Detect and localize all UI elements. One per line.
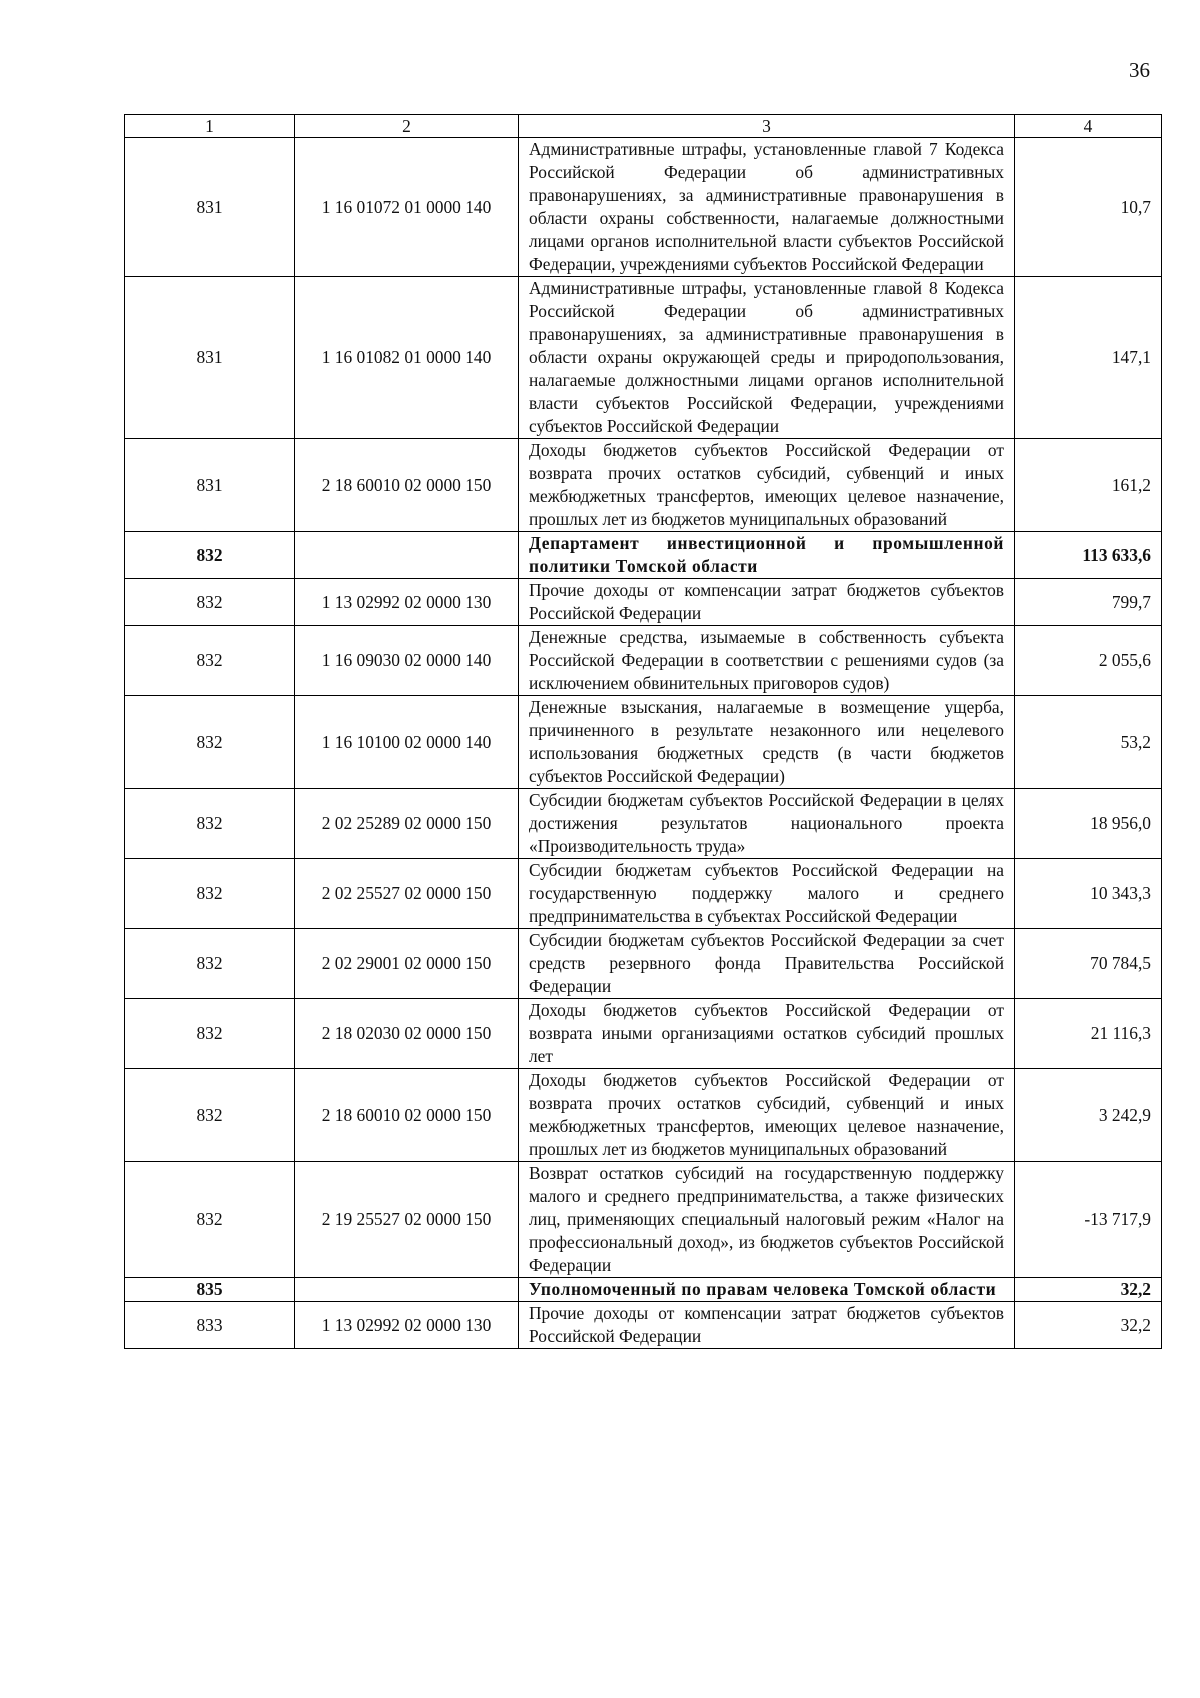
- amount-cell: 113 633,6: [1015, 532, 1162, 579]
- table-row: [125, 138, 1162, 277]
- table-row: [125, 696, 1162, 789]
- table-row: [125, 929, 1162, 999]
- table-row: [125, 1069, 1162, 1162]
- budget-code-cell: 2 18 60010 02 0000 150: [295, 1069, 519, 1162]
- column-header-3: 3: [519, 115, 1015, 138]
- table-row: [125, 579, 1162, 626]
- admin-code-cell: 832: [125, 999, 295, 1069]
- admin-code-cell: 833: [125, 1302, 295, 1349]
- amount-cell: 70 784,5: [1015, 929, 1162, 999]
- column-header-1: 1: [125, 115, 295, 138]
- budget-code-cell: [295, 1278, 519, 1302]
- table-row: [125, 859, 1162, 929]
- table-row: [125, 626, 1162, 696]
- amount-cell: 161,2: [1015, 439, 1162, 532]
- amount-cell: 18 956,0: [1015, 789, 1162, 859]
- revenue-table: [124, 114, 1162, 1349]
- amount-cell: 10,7: [1015, 138, 1162, 277]
- column-header-2: 2: [295, 115, 519, 138]
- amount-cell: 799,7: [1015, 579, 1162, 626]
- table-row: [125, 277, 1162, 439]
- revenue-name-cell: Департамент инвестиционной и промышленной политики Томской области: [519, 532, 1015, 579]
- amount-cell: 32,2: [1015, 1302, 1162, 1349]
- admin-code-cell: 832: [125, 626, 295, 696]
- admin-code-cell: 832: [125, 696, 295, 789]
- amount-cell: 53,2: [1015, 696, 1162, 789]
- revenue-name-cell: Денежные взыскания, налагаемые в возмещение ущерба, причиненного в результате незаконного или нецелевого использования бюджетных средств (в части бюджетов субъектов Российской Федерации): [519, 696, 1015, 789]
- table-body: [125, 138, 1162, 1349]
- amount-cell: 2 055,6: [1015, 626, 1162, 696]
- table-row: [125, 439, 1162, 532]
- table-row: [125, 1302, 1162, 1349]
- revenue-name-cell: Денежные средства, изымаемые в собственность субъекта Российской Федерации в соответствии с решениями судов (за исключением обвинительных приговоров судов): [519, 626, 1015, 696]
- table-row: [125, 999, 1162, 1069]
- budget-code-cell: 2 18 02030 02 0000 150: [295, 999, 519, 1069]
- budget-code-cell: 1 13 02992 02 0000 130: [295, 579, 519, 626]
- revenue-name-cell: Административные штрафы, установленные главой 7 Кодекса Российской Федерации об административных правонарушениях, за административные правонарушения в области охраны собственности, налагаемые должностными лицами органов исполнительной власти субъектов Российской Федерации, учреждениями субъектов Российской Федерации: [519, 138, 1015, 277]
- table-row: [125, 532, 1162, 579]
- admin-code-cell: 831: [125, 277, 295, 439]
- budget-code-cell: 2 02 25527 02 0000 150: [295, 859, 519, 929]
- admin-code-cell: 832: [125, 579, 295, 626]
- budget-code-cell: 1 16 01072 01 0000 140: [295, 138, 519, 277]
- table-header-row: [125, 115, 1162, 138]
- column-header-4: 4: [1015, 115, 1162, 138]
- budget-code-cell: [295, 532, 519, 579]
- revenue-name-cell: Субсидии бюджетам субъектов Российской Федерации на государственную поддержку малого и среднего предпринимательства в субъектах Российской Федерации: [519, 859, 1015, 929]
- admin-code-cell: 831: [125, 138, 295, 277]
- amount-cell: 10 343,3: [1015, 859, 1162, 929]
- revenue-name-cell: Доходы бюджетов субъектов Российской Федерации от возврата иными организациями остатков субсидий прошлых лет: [519, 999, 1015, 1069]
- amount-cell: 147,1: [1015, 277, 1162, 439]
- budget-code-cell: 1 16 10100 02 0000 140: [295, 696, 519, 789]
- amount-cell: -13 717,9: [1015, 1162, 1162, 1278]
- admin-code-cell: 835: [125, 1278, 295, 1302]
- amount-cell: 21 116,3: [1015, 999, 1162, 1069]
- page-number: 36: [1129, 58, 1150, 82]
- table-row: [125, 1278, 1162, 1302]
- budget-code-cell: 2 18 60010 02 0000 150: [295, 439, 519, 532]
- admin-code-cell: 832: [125, 532, 295, 579]
- revenue-name-cell: Субсидии бюджетам субъектов Российской Федерации в целях достижения результатов национального проекта «Производительность труда»: [519, 789, 1015, 859]
- budget-code-cell: 1 16 01082 01 0000 140: [295, 277, 519, 439]
- amount-cell: 3 242,9: [1015, 1069, 1162, 1162]
- admin-code-cell: 832: [125, 859, 295, 929]
- revenue-name-cell: Уполномоченный по правам человека Томской области: [519, 1278, 1015, 1302]
- admin-code-cell: 832: [125, 1162, 295, 1278]
- revenue-name-cell: Прочие доходы от компенсации затрат бюджетов субъектов Российской Федерации: [519, 1302, 1015, 1349]
- admin-code-cell: 832: [125, 929, 295, 999]
- revenue-name-cell: Административные штрафы, установленные главой 8 Кодекса Российской Федерации об административных правонарушениях, за административные правонарушения в области охраны окружающей среды и природопользования, налагаемые должностными лицами органов исполнительной власти субъектов Российской Федерации, учреждениями субъектов Российской Федерации: [519, 277, 1015, 439]
- admin-code-cell: 832: [125, 1069, 295, 1162]
- admin-code-cell: 832: [125, 789, 295, 859]
- revenue-name-cell: Возврат остатков субсидий на государственную поддержку малого и среднего предпринимательства, а также физических лиц, применяющих специальный налоговый режим «Налог на профессиональный доход», из бюджетов субъектов Российской Федерации: [519, 1162, 1015, 1278]
- table-row: [125, 1162, 1162, 1278]
- revenue-name-cell: Доходы бюджетов субъектов Российской Федерации от возврата прочих остатков субсидий, субвенций и иных межбюджетных трансфертов, имеющих целевое назначение, прошлых лет из бюджетов муниципальных образований: [519, 439, 1015, 532]
- budget-code-cell: 1 13 02992 02 0000 130: [295, 1302, 519, 1349]
- revenue-name-cell: Доходы бюджетов субъектов Российской Федерации от возврата прочих остатков субсидий, субвенций и иных межбюджетных трансфертов, имеющих целевое назначение, прошлых лет из бюджетов муниципальных образований: [519, 1069, 1015, 1162]
- amount-cell: 32,2: [1015, 1278, 1162, 1302]
- budget-code-cell: 2 02 29001 02 0000 150: [295, 929, 519, 999]
- revenue-name-cell: Субсидии бюджетам субъектов Российской Федерации за счет средств резервного фонда Правительства Российской Федерации: [519, 929, 1015, 999]
- revenue-name-cell: Прочие доходы от компенсации затрат бюджетов субъектов Российской Федерации: [519, 579, 1015, 626]
- admin-code-cell: 831: [125, 439, 295, 532]
- budget-code-cell: 2 02 25289 02 0000 150: [295, 789, 519, 859]
- table-row: [125, 789, 1162, 859]
- budget-code-cell: 2 19 25527 02 0000 150: [295, 1162, 519, 1278]
- budget-code-cell: 1 16 09030 02 0000 140: [295, 626, 519, 696]
